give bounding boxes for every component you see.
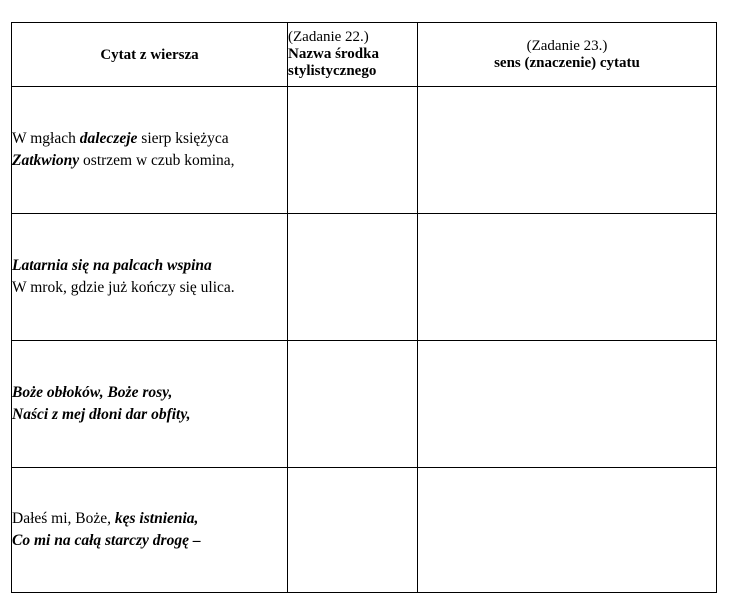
table-row bbox=[12, 87, 717, 214]
quote-text: sierp księżyca bbox=[137, 130, 229, 147]
meaning-answer-field[interactable] bbox=[418, 468, 717, 593]
header-meaning-title: sens (znaczenie) cytatu bbox=[494, 54, 640, 71]
device-answer-field[interactable] bbox=[288, 214, 418, 341]
emphasized-quote-text: Co mi na całą starczy drogę – bbox=[12, 532, 201, 549]
quote-text: W mrok, gdzie już kończy się ulica. bbox=[12, 279, 235, 296]
quote-cell bbox=[12, 87, 288, 214]
quote-text: W mgłach bbox=[12, 130, 80, 147]
emphasized-quote-text: kęs istnienia, bbox=[114, 510, 199, 527]
emphasized-quote-text: Latarnia się na palcach wspina bbox=[12, 257, 212, 274]
header-device-title-line1: Nazwa środka bbox=[288, 46, 379, 62]
header-device-title-line2: stylistycznego bbox=[288, 63, 377, 79]
quote-cell bbox=[12, 468, 288, 593]
emphasized-quote-text: Zatkwiony bbox=[12, 152, 80, 169]
quote-line bbox=[12, 150, 287, 172]
table-row bbox=[12, 214, 717, 341]
meaning-answer-field[interactable] bbox=[418, 341, 717, 468]
header-task23-label: (Zadanie 23.) bbox=[526, 37, 608, 54]
header-quote-column bbox=[12, 23, 288, 87]
header-quote-label: Cytat z wiersza bbox=[100, 47, 199, 63]
quote-cell bbox=[12, 214, 288, 341]
quote-line bbox=[12, 128, 287, 150]
quote-line bbox=[12, 382, 287, 404]
header-row bbox=[12, 23, 717, 87]
quote-line bbox=[12, 508, 287, 530]
table-row bbox=[12, 341, 717, 468]
table-row bbox=[12, 468, 717, 593]
quote-line bbox=[12, 530, 287, 552]
quote-cell bbox=[12, 341, 288, 468]
device-answer-field[interactable] bbox=[288, 87, 418, 214]
quote-text: Dałeś mi, Boże, bbox=[12, 510, 115, 527]
worksheet-table bbox=[11, 22, 717, 593]
meaning-answer-field[interactable] bbox=[418, 214, 717, 341]
emphasized-quote-text: Boże obłoków, Boże rosy, bbox=[12, 384, 173, 401]
quote-line bbox=[12, 255, 287, 277]
quote-line bbox=[12, 404, 287, 426]
quote-line bbox=[12, 277, 287, 299]
header-device-column bbox=[288, 23, 418, 87]
device-answer-field[interactable] bbox=[288, 468, 418, 593]
meaning-answer-field[interactable] bbox=[418, 87, 717, 214]
emphasized-quote-text: daleczeje bbox=[79, 130, 138, 147]
header-task22-label: (Zadanie 22.) bbox=[288, 29, 369, 45]
device-answer-field[interactable] bbox=[288, 341, 418, 468]
quote-text: ostrzem w czub komina, bbox=[79, 152, 235, 169]
header-meaning-column bbox=[418, 23, 717, 87]
emphasized-quote-text: Naści z mej dłoni dar obfity, bbox=[12, 406, 191, 423]
